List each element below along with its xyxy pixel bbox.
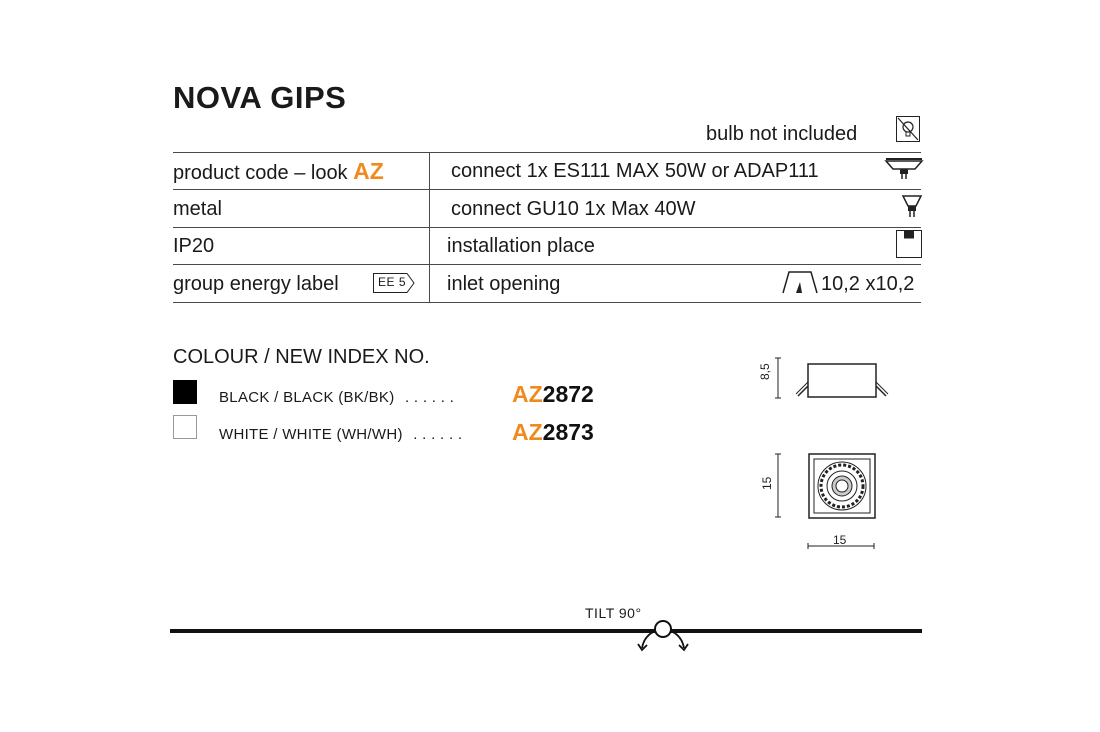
index-number: 2872 bbox=[542, 381, 594, 407]
installation-place-icon bbox=[896, 230, 922, 258]
colour-leader-dots: . . . . . . bbox=[405, 389, 455, 406]
dimension-side-horizontal: 15 bbox=[833, 533, 847, 547]
product-code-value: AZ bbox=[353, 158, 384, 184]
index-number-white bbox=[512, 419, 594, 446]
table-row-rule bbox=[173, 189, 921, 190]
index-prefix: AZ bbox=[512, 381, 543, 407]
energy-label-cell: group energy label bbox=[173, 273, 339, 295]
es111-lamp-icon bbox=[885, 158, 923, 180]
colour-swatch-black bbox=[173, 380, 197, 404]
colour-heading: COLOUR / NEW INDEX NO. bbox=[173, 346, 430, 368]
dimension-side-vertical: 15 bbox=[760, 476, 774, 490]
colour-label: WHITE / WHITE (WH/WH) bbox=[219, 426, 403, 443]
bulb-note: bulb not included bbox=[706, 123, 858, 145]
installation-place-cell: installation place bbox=[447, 235, 595, 257]
product-code-cell bbox=[173, 159, 384, 185]
colour-row-black bbox=[219, 389, 454, 406]
front-view-drawing bbox=[770, 450, 880, 555]
tilt-arrows-icon bbox=[636, 618, 690, 654]
inlet-size: 10,2 x10,2 bbox=[821, 273, 915, 295]
table-top-rule bbox=[173, 152, 921, 153]
index-number-black bbox=[512, 381, 594, 408]
product-title: NOVA GIPS bbox=[173, 80, 347, 115]
material-cell: metal bbox=[173, 198, 222, 220]
connect-gu10-cell: connect GU10 1x Max 40W bbox=[451, 198, 696, 220]
energy-class: EE 5 bbox=[378, 275, 407, 289]
index-number: 2873 bbox=[542, 419, 594, 445]
no-bulb-icon bbox=[896, 116, 920, 142]
gu10-lamp-icon bbox=[902, 195, 922, 219]
colour-row-white bbox=[219, 426, 462, 443]
table-column-divider bbox=[429, 153, 430, 303]
table-row-rule bbox=[173, 264, 921, 265]
dimension-height: 8,5 bbox=[758, 363, 772, 380]
table-row-rule bbox=[173, 227, 921, 228]
colour-label: BLACK / BLACK (BK/BK) bbox=[219, 389, 395, 406]
table-bottom-rule bbox=[173, 302, 921, 303]
tilt-label: TILT 90° bbox=[585, 605, 642, 621]
energy-label-icon bbox=[373, 273, 415, 293]
product-code-label: product code – look bbox=[173, 162, 348, 184]
connect-es111-cell: connect 1x ES111 MAX 50W or ADAP111 bbox=[451, 160, 819, 182]
inlet-opening-cell: inlet opening bbox=[447, 273, 561, 295]
ip-rating-cell: IP20 bbox=[173, 235, 215, 257]
colour-swatch-white bbox=[173, 415, 197, 439]
index-prefix: AZ bbox=[512, 419, 543, 445]
ceiling-line bbox=[170, 629, 922, 633]
side-view-drawing bbox=[760, 352, 890, 408]
inlet-opening-icon bbox=[782, 270, 818, 294]
colour-leader-dots: . . . . . . bbox=[413, 426, 463, 443]
